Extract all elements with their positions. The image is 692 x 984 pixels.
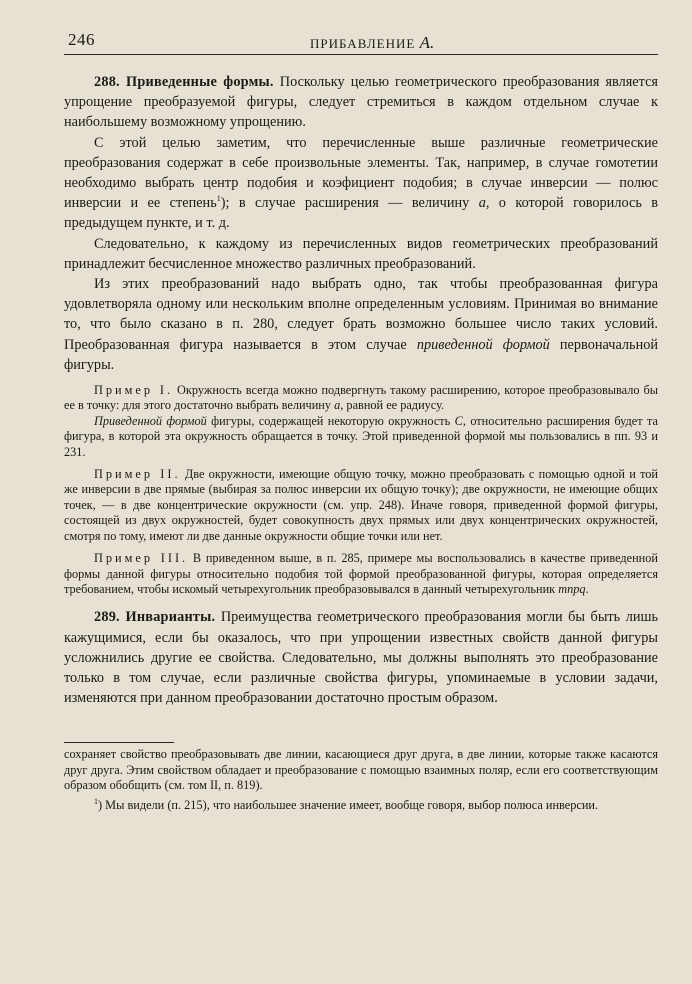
example-1-cont <box>64 414 658 460</box>
section-heading: 289. Инварианты. <box>94 609 216 626</box>
footnotes <box>64 747 658 813</box>
math-variable: C <box>454 413 463 428</box>
example-label: Пример I. <box>94 383 174 398</box>
paragraph: С этой целью заметим, что перечисленные выше различные геометрические преобразования содержат в себе произвольные элементы. Так, например, в случае гомотетии необходимо выбрать центр подобия и коэфициент подобия; в случае инверсии — полюс инверсии и ее степень$^1$); в случае расширения — величину a, о которой говорилось в предыдущем пункте, и т. д. <box>64 134 658 232</box>
running-head-text: ПРИБАВЛЕНИЕ <box>310 36 416 51</box>
running-head-letter: А. <box>419 33 435 52</box>
paragraph-text: Поскольку целью геометрического преобразования является упрощение преобразуемой фигуры, следует стремиться в каждом отдельном случае к наибольшему возможному упрощению. <box>64 74 659 131</box>
section-289 <box>64 607 658 708</box>
example-text: , равной ее радиусу. <box>340 398 445 413</box>
emphasis: Приведенной формой <box>94 413 207 428</box>
math-variable: mnpq <box>558 581 586 596</box>
example-text: , относительно расширения будет та фигура, в которой эта окружность обращается в точку. Этой приведенной формой мы пользовались в пп. 93 и 231. <box>64 413 658 459</box>
paragraph-text: ; в случае расширения — величину <box>225 195 470 212</box>
running-head <box>310 33 434 53</box>
example-text: Окружность всегда можно подвергнуть такому расширению, которое преобразовывало бы ее в точку: для этого достаточно выбрать величину <box>64 383 658 413</box>
page-header <box>64 30 658 60</box>
footnote-text: Мы видели (п. 215), что наибольшее значение имеет, вообще говоря, выбор полюса инверсии. <box>105 797 599 812</box>
math-variable: a <box>478 195 486 212</box>
paragraph-text: Преимущества геометрического преобразования могли бы быть лишь кажущимися, если бы оказалось, что при упрощении известных свойств данной фигуры усложнились другие ее свойства. Следовательно, мы должны выполнять это преобразование только в том случае, если различные свойства фигуры, упоминаемые в условии задачи, изменяются при данном преобразовании достаточно простым образом. <box>64 609 659 707</box>
example-text: В приведенном выше, в п. 285, примере мы воспользовались в качестве приведенной формы данной фигуры относительно подобия той формой преобразованной фигуры, которая определяется требованием, чтобы искомый четырехугольник преобразовывался в данный четырехугольник <box>64 551 658 596</box>
emphasis: приведенной формой <box>416 336 550 353</box>
section-heading: 288. Приведенные формы. <box>94 74 274 90</box>
example-3 <box>64 551 658 597</box>
math-variable: a <box>334 398 341 413</box>
footnote-1: $^1$) Мы видели (п. 215), что наибольшее значение имеет, вообще говоря, выбор полюса инверсии. <box>94 796 599 812</box>
footnote-rule <box>64 742 174 743</box>
example-text: . <box>585 581 589 596</box>
page-number: 246 <box>68 30 95 49</box>
paragraph-text: С этой целью заметим, что перечисленные выше различные геометрические преобразования содержат в себе произвольные элементы. Так, например, в случае гомотетии необходимо выбрать центр подобия и коэфициент подобия; в случае инверсии — полюс инверсии и ее степень <box>64 134 658 212</box>
footnote-continuation: сохраняет свойство преобразовывать две линии, касающиеся друг друга, в две линии, которые также касаются друг друга. Этим свойством обладает и преобразование с помощью взаимных поляр, если его соответствующим образом обобщить (см. том II, п. 819). <box>64 747 658 793</box>
footnote-mark: 1 <box>94 796 98 806</box>
section-288 <box>64 72 658 375</box>
paragraph-text: первоначальной фигуры. <box>64 336 659 373</box>
paragraph-text: , о которой говорилось в предыдущем пункте, и т. д. <box>64 195 658 232</box>
paragraph <box>64 607 658 708</box>
example-text: фигуры, содержащей некоторую окружность <box>211 413 451 428</box>
example-label: Пример III. <box>94 551 189 566</box>
example-text: Две окружности, имеющие общую точку, можно преобразовать с помощью одной и той же инверсии в две прямые (выбирая за полюс инверсии их общую точку); две окружности, не имеющие общих точек, — в две концентрические окружности (см. упр. 248). Иначе говоря, приведенной формой фигуры, состоящей из двух окружностей, будет совокупность двух прямых или двух концентрических окружностей, смотря по тому, имеют ли две данные окружности общие точки или нет. <box>64 467 659 543</box>
header-rule <box>64 54 658 55</box>
paragraph: Следовательно, к каждому из перечисленных видов геометрических преобразований принадлежит бесчисленное множество различных преобразований. <box>64 235 658 272</box>
paragraph-text: Из этих преобразований надо выбрать одно, так чтобы преобразованная фигура удовлетворяла одному или нескольким вполне определенным условиям. Принимая во внимание то, что было сказано в п. 280, следует брать возможно большее число таких условий. Преобразованная фигура называется в этом случае <box>64 276 658 353</box>
paragraph <box>64 72 658 133</box>
footnote-ref[interactable]: 1 <box>216 194 221 204</box>
example-label: Пример II. <box>94 467 181 482</box>
paragraph <box>64 274 658 375</box>
example-2 <box>64 467 658 544</box>
example-1 <box>64 383 658 414</box>
examples <box>64 383 658 597</box>
